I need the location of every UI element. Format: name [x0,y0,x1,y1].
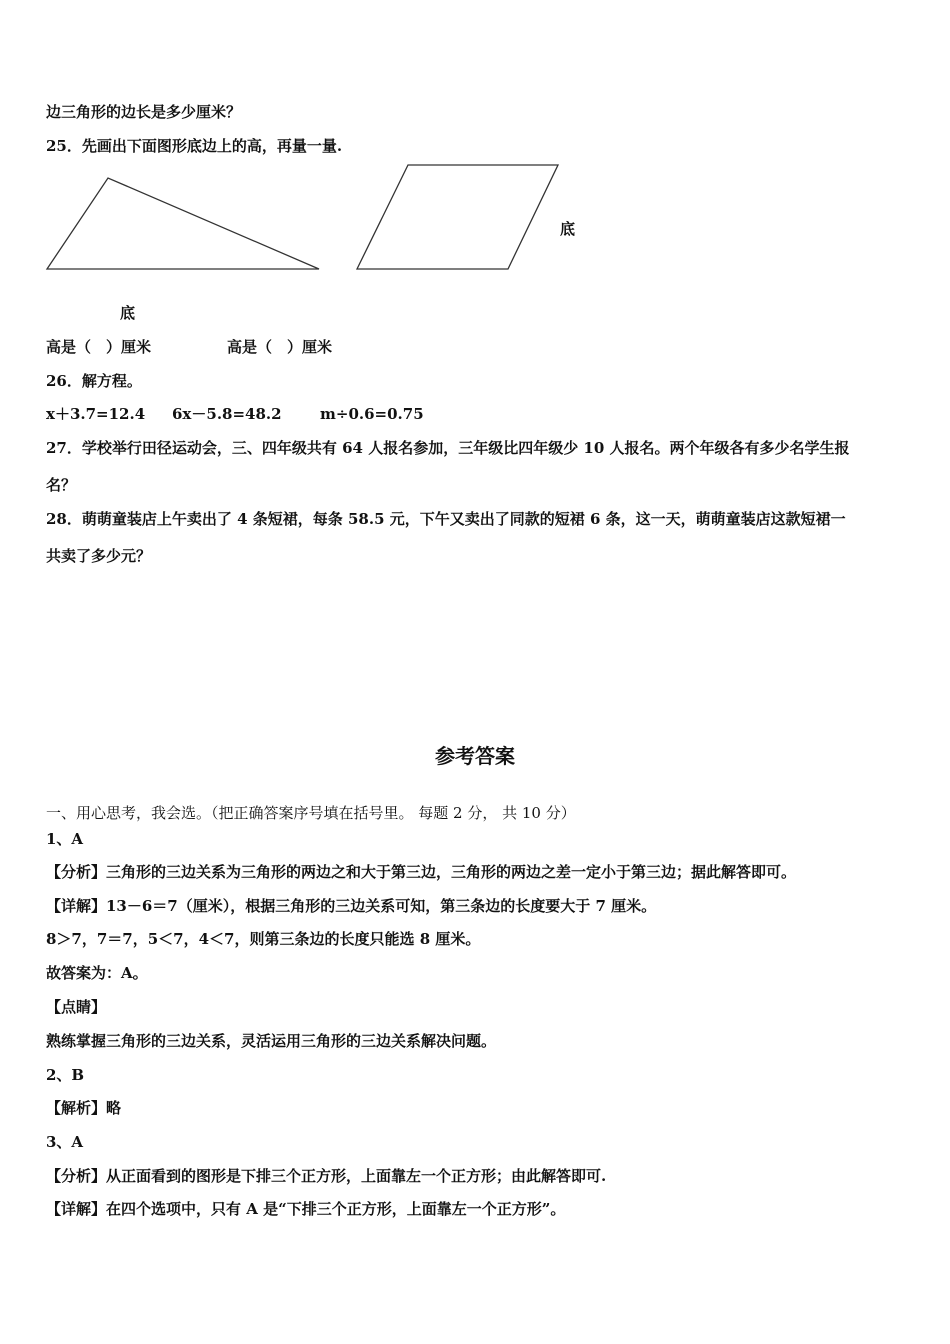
height-answer-left: 高是（ ）厘米 [46,338,152,356]
base-label-left: 底 [120,304,136,322]
triangle-figure [47,178,319,269]
height-answer-right: 高是（ ）厘米 [227,338,333,356]
answer-3-analysis: 【分析】从正面看到的图形是下排三个正方形，上面靠左一个正方形；由此解答即可. [46,1167,607,1185]
answer-1-detail-2: 8＞7，7＝7，5＜7，4＜7，则第三条边的长度只能选 8 厘米。 [46,930,481,948]
equation-1: x＋3.7=12.4 [46,405,146,423]
q28-line1: 28．萌萌童装店上午卖出了 4 条短裙，每条 58.5 元，下午又卖出了同款的短裙 6 条，这一天，萌萌童装店这款短裙一 [46,510,846,528]
answers-title: 参考答案 [435,744,515,768]
answer-1: 1、A [46,830,84,848]
q26-text: 26．解方程。 [46,372,142,390]
answer-3: 3、A [46,1133,84,1151]
answers-section-heading: 一、用心思考，我会选。（把正确答案序号填在括号里。 每题 2 分， 共 10 分） [46,804,576,822]
q28-line2: 共卖了多少元？ [46,547,152,565]
answer-1-point-label: 【点睛】 [46,998,107,1016]
base-label-right: 底 [560,220,576,238]
answer-2-analysis: 【解析】略 [46,1099,122,1117]
q24-tail: 边三角形的边长是多少厘米？ [46,103,242,121]
parallelogram-figure [357,165,558,269]
q27-line2: 名？ [46,476,77,494]
equation-3: m÷0.6=0.75 [320,405,424,423]
answer-1-conclusion: 故答案为：A。 [46,964,148,982]
equation-2: 6x－5.8=48.2 [172,405,282,423]
q25-text: 25．先画出下面图形底边上的高，再量一量. [46,137,343,155]
answer-1-detail: 【详解】13－6＝7（厘米），根据三角形的三边关系可知，第三条边的长度要大于 7 厘米。 [46,897,657,915]
answer-3-detail: 【详解】在四个选项中，只有 A 是“下排三个正方形，上面靠左一个正方形”。 [46,1200,566,1218]
answer-1-analysis: 【分析】三角形的三边关系为三角形的两边之和大于第三边，三角形的两边之差一定小于第三边；据此解答即可。 [46,863,797,881]
q27-line1: 27．学校举行田径运动会，三、四年级共有 64 人报名参加，三年级比四年级少 10 人报名。两个年级各有多少名学生报 [46,439,850,457]
answer-1-point: 熟练掌握三角形的三边关系，灵活运用三角形的三边关系解决问题。 [46,1032,497,1050]
answer-2: 2、B [46,1066,85,1084]
